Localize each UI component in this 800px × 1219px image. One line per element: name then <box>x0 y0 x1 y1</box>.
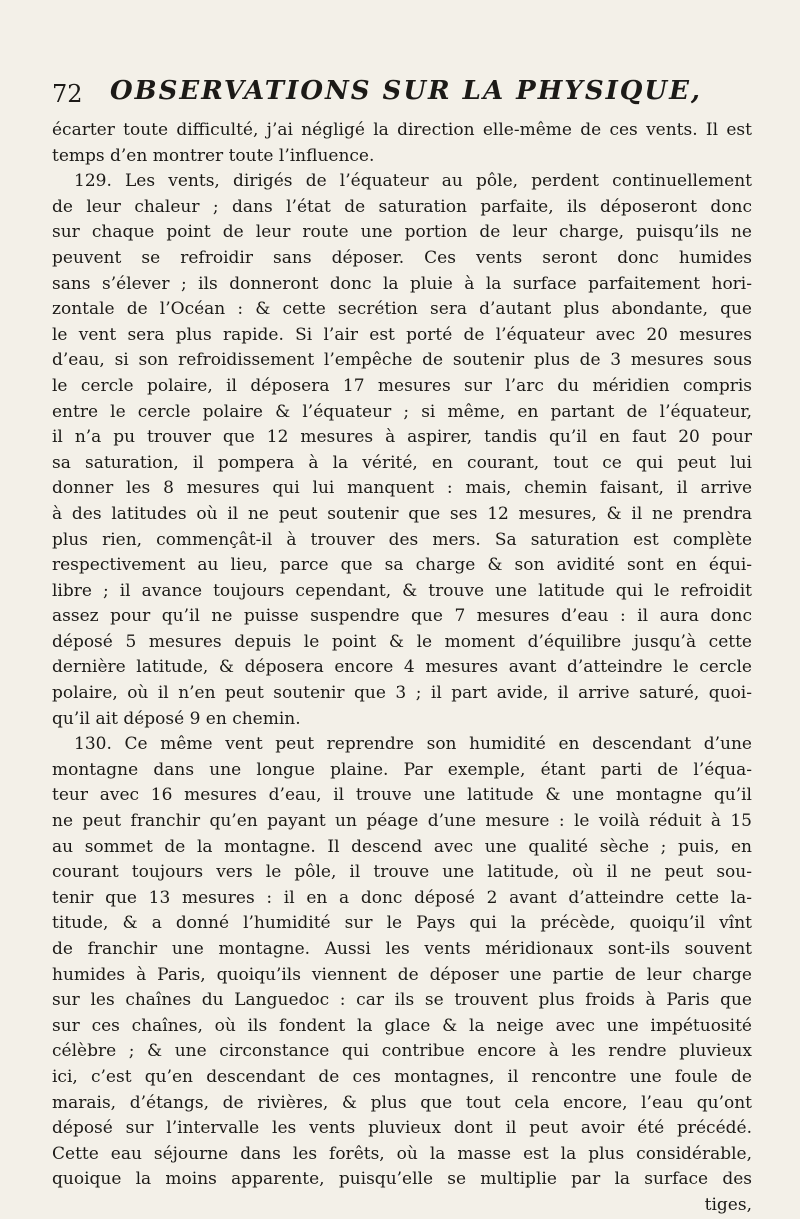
text-line: Cette eau séjourne dans les forêts, où la masse est la plus considérable, <box>52 1143 752 1164</box>
text-line: peuvent se refroidir sans déposer. Ces vents seront donc humides <box>52 247 752 268</box>
text-line: titude, & a donné l’humidité sur le Pays qui la précède, quoiqu’il vînt <box>52 913 752 934</box>
text-line: écarter toute difficulté, j’ai négligé la direction elle-même de ces vents. Il est <box>52 120 752 140</box>
text-line: d’eau, si son refroidissement l’empêche de soutenir plus de 3 mesures sous <box>52 350 752 371</box>
text-line: 129. Les vents, dirigés de l’équateur au pôle, perdent continuellement <box>74 171 752 192</box>
text-line: quoique la moins apparente, puisqu’elle se multiplie par la surface des <box>52 1169 752 1190</box>
text-line: dernière latitude, & déposera encore 4 mesures avant d’atteindre le cercle <box>52 657 752 678</box>
text-line: sans s’élever ; ils donneront donc la pluie à la surface parfaitement hori- <box>52 273 752 294</box>
text-line: sur chaque point de leur route une portion de leur charge, puisqu’ils ne <box>52 222 752 243</box>
text-line: zontale de l’Océan : & cette secrétion sera d’autant plus abondante, que <box>52 299 752 320</box>
page-header <box>52 76 752 112</box>
body-text <box>52 118 752 1219</box>
text-line: donner les 8 mesures qui lui manquent : mais, chemin faisant, il arrive <box>52 478 752 499</box>
text-line: libre ; il avance toujours cependant, & trouve une latitude qui le refroidit <box>52 580 752 601</box>
text-line: tiges, <box>704 1194 752 1215</box>
text-line: polaire, où il n’en peut soutenir que 3 ; il part avide, il arrive saturé, quoi- <box>52 683 752 704</box>
text-line: à des latitudes où il ne peut soutenir que ses 12 mesures, & il ne prendra <box>52 503 752 524</box>
text-line: de franchir une montagne. Aussi les vents méridionaux sont-ils souvent <box>52 939 752 959</box>
running-head: OBSERVATIONS SUR LA PHYSIQUE, <box>110 76 702 106</box>
text-line: tenir que 13 mesures : il en a donc déposé 2 avant d’atteindre cette la- <box>52 887 752 908</box>
text-line: 130. Ce même vent peut reprendre son humidité en descendant d’une <box>74 734 752 755</box>
text-line: célèbre ; & une circonstance qui contribue encore à les rendre pluvieux <box>52 1041 752 1062</box>
text-line: humides à Paris, quoiqu’ils viennent de déposer une partie de leur charge <box>52 964 752 985</box>
text-line: il n’a pu trouver que 12 mesures à aspirer, tandis qu’il en faut 20 pour <box>52 427 752 448</box>
text-line: plus rien, commençât-il à trouver des mers. Sa saturation est complète <box>52 529 752 550</box>
text-line: déposé 5 mesures depuis le point & le moment d’équilibre jusqu’à cette <box>52 631 752 652</box>
text-line: déposé sur l’intervalle les vents pluvieux dont il peut avoir été précédé. <box>52 1118 752 1139</box>
text-line: assez pour qu’il ne puisse suspendre que 7 mesures d’eau : il aura donc <box>52 606 752 627</box>
text-line: montagne dans une longue plaine. Par exemple, étant parti de l’équa- <box>52 759 752 780</box>
text-line: teur avec 16 mesures d’eau, il trouve une latitude & une montagne qu’il <box>52 785 752 806</box>
text-line: de leur chaleur ; dans l’état de saturation parfaite, ils déposeront donc <box>52 196 752 217</box>
text-line: temps d’en montrer toute l’influence. <box>52 145 375 166</box>
text-line: au sommet de la montagne. Il descend avec une qualité sèche ; puis, en <box>52 836 752 857</box>
text-line: sa saturation, il pompera à la vérité, en courant, tout ce qui peut lui <box>52 452 752 473</box>
text-line: qu’il ait déposé 9 en chemin. <box>52 708 301 729</box>
text-line: le cercle polaire, il déposera 17 mesures sur l’arc du méridien compris <box>52 375 752 396</box>
text-line: le vent sera plus rapide. Si l’air est porté de l’équateur avec 20 mesures <box>52 324 752 345</box>
text-line: courant toujours vers le pôle, il trouve une latitude, où il ne peut sou- <box>52 862 752 883</box>
text-line: ne peut franchir qu’en payant un péage d’une mesure : le voilà réduit à 15 <box>52 811 752 832</box>
text-line: sur les chaînes du Languedoc : car ils se trouvent plus froids à Paris que <box>52 990 752 1011</box>
text-line: ici, c’est qu’en descendant de ces montagnes, il rencontre une foule de <box>52 1066 752 1087</box>
page-number: 72 <box>52 80 83 108</box>
text-line: sur ces chaînes, où ils fondent la glace & la neige avec une impétuosité <box>52 1015 752 1036</box>
text-line: entre le cercle polaire & l’équateur ; si même, en partant de l’équateur, <box>52 401 752 422</box>
text-line: marais, d’étangs, de rivières, & plus que tout cela encore, l’eau qu’ont <box>52 1092 752 1113</box>
text-line: respectivement au lieu, parce que sa charge & son avidité sont en équi- <box>52 555 752 576</box>
